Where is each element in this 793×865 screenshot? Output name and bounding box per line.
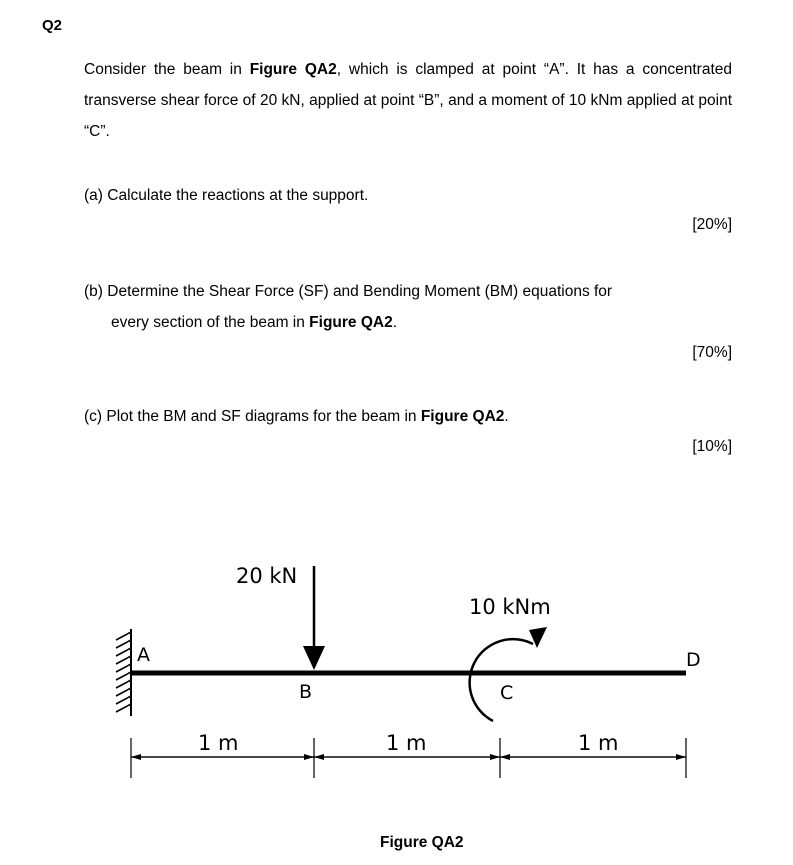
figure-reference: Figure QA2 xyxy=(249,61,337,78)
span-label-2: 1 m xyxy=(386,731,427,755)
part-c-mark: [10%] xyxy=(692,438,732,455)
span-label-1: 1 m xyxy=(198,731,239,755)
part-a-mark: [20%] xyxy=(692,216,732,233)
point-a-label: A xyxy=(137,644,150,666)
point-b-label: B xyxy=(299,681,313,703)
question-number: Q2 xyxy=(42,17,63,34)
point-load-arrow xyxy=(303,566,325,670)
moment-label: 10 kNm xyxy=(469,595,551,619)
figure-reference: Figure QA2 xyxy=(309,314,393,331)
span-label-3: 1 m xyxy=(578,731,619,755)
part-b-text: (b) Determine the Shear Force (SF) and Bending Moment (BM) equations for every section of the beam in Figure QA2. xyxy=(84,283,613,331)
part-c-text: (c) Plot the BM and SF diagrams for the beam in Figure QA2. xyxy=(84,408,509,425)
beam-figure xyxy=(0,540,793,830)
question-intro: Consider the beam in Figure QA2, which is clamped at point “A”. It has a concentrated transverse shear force of 20 kN, applied at point “B”, and a moment of 10 kNm applied at point “C”. xyxy=(84,61,732,140)
point-d-label: D xyxy=(686,649,701,671)
force-label: 20 kN xyxy=(236,564,298,588)
figure-reference: Figure QA2 xyxy=(420,408,505,425)
clamped-support xyxy=(116,629,131,716)
point-c-label: C xyxy=(500,682,514,704)
part-a-text: (a) Calculate the reactions at the support. xyxy=(84,187,369,204)
part-b-mark: [70%] xyxy=(692,344,732,361)
figure-caption: Figure QA2 xyxy=(380,834,464,851)
